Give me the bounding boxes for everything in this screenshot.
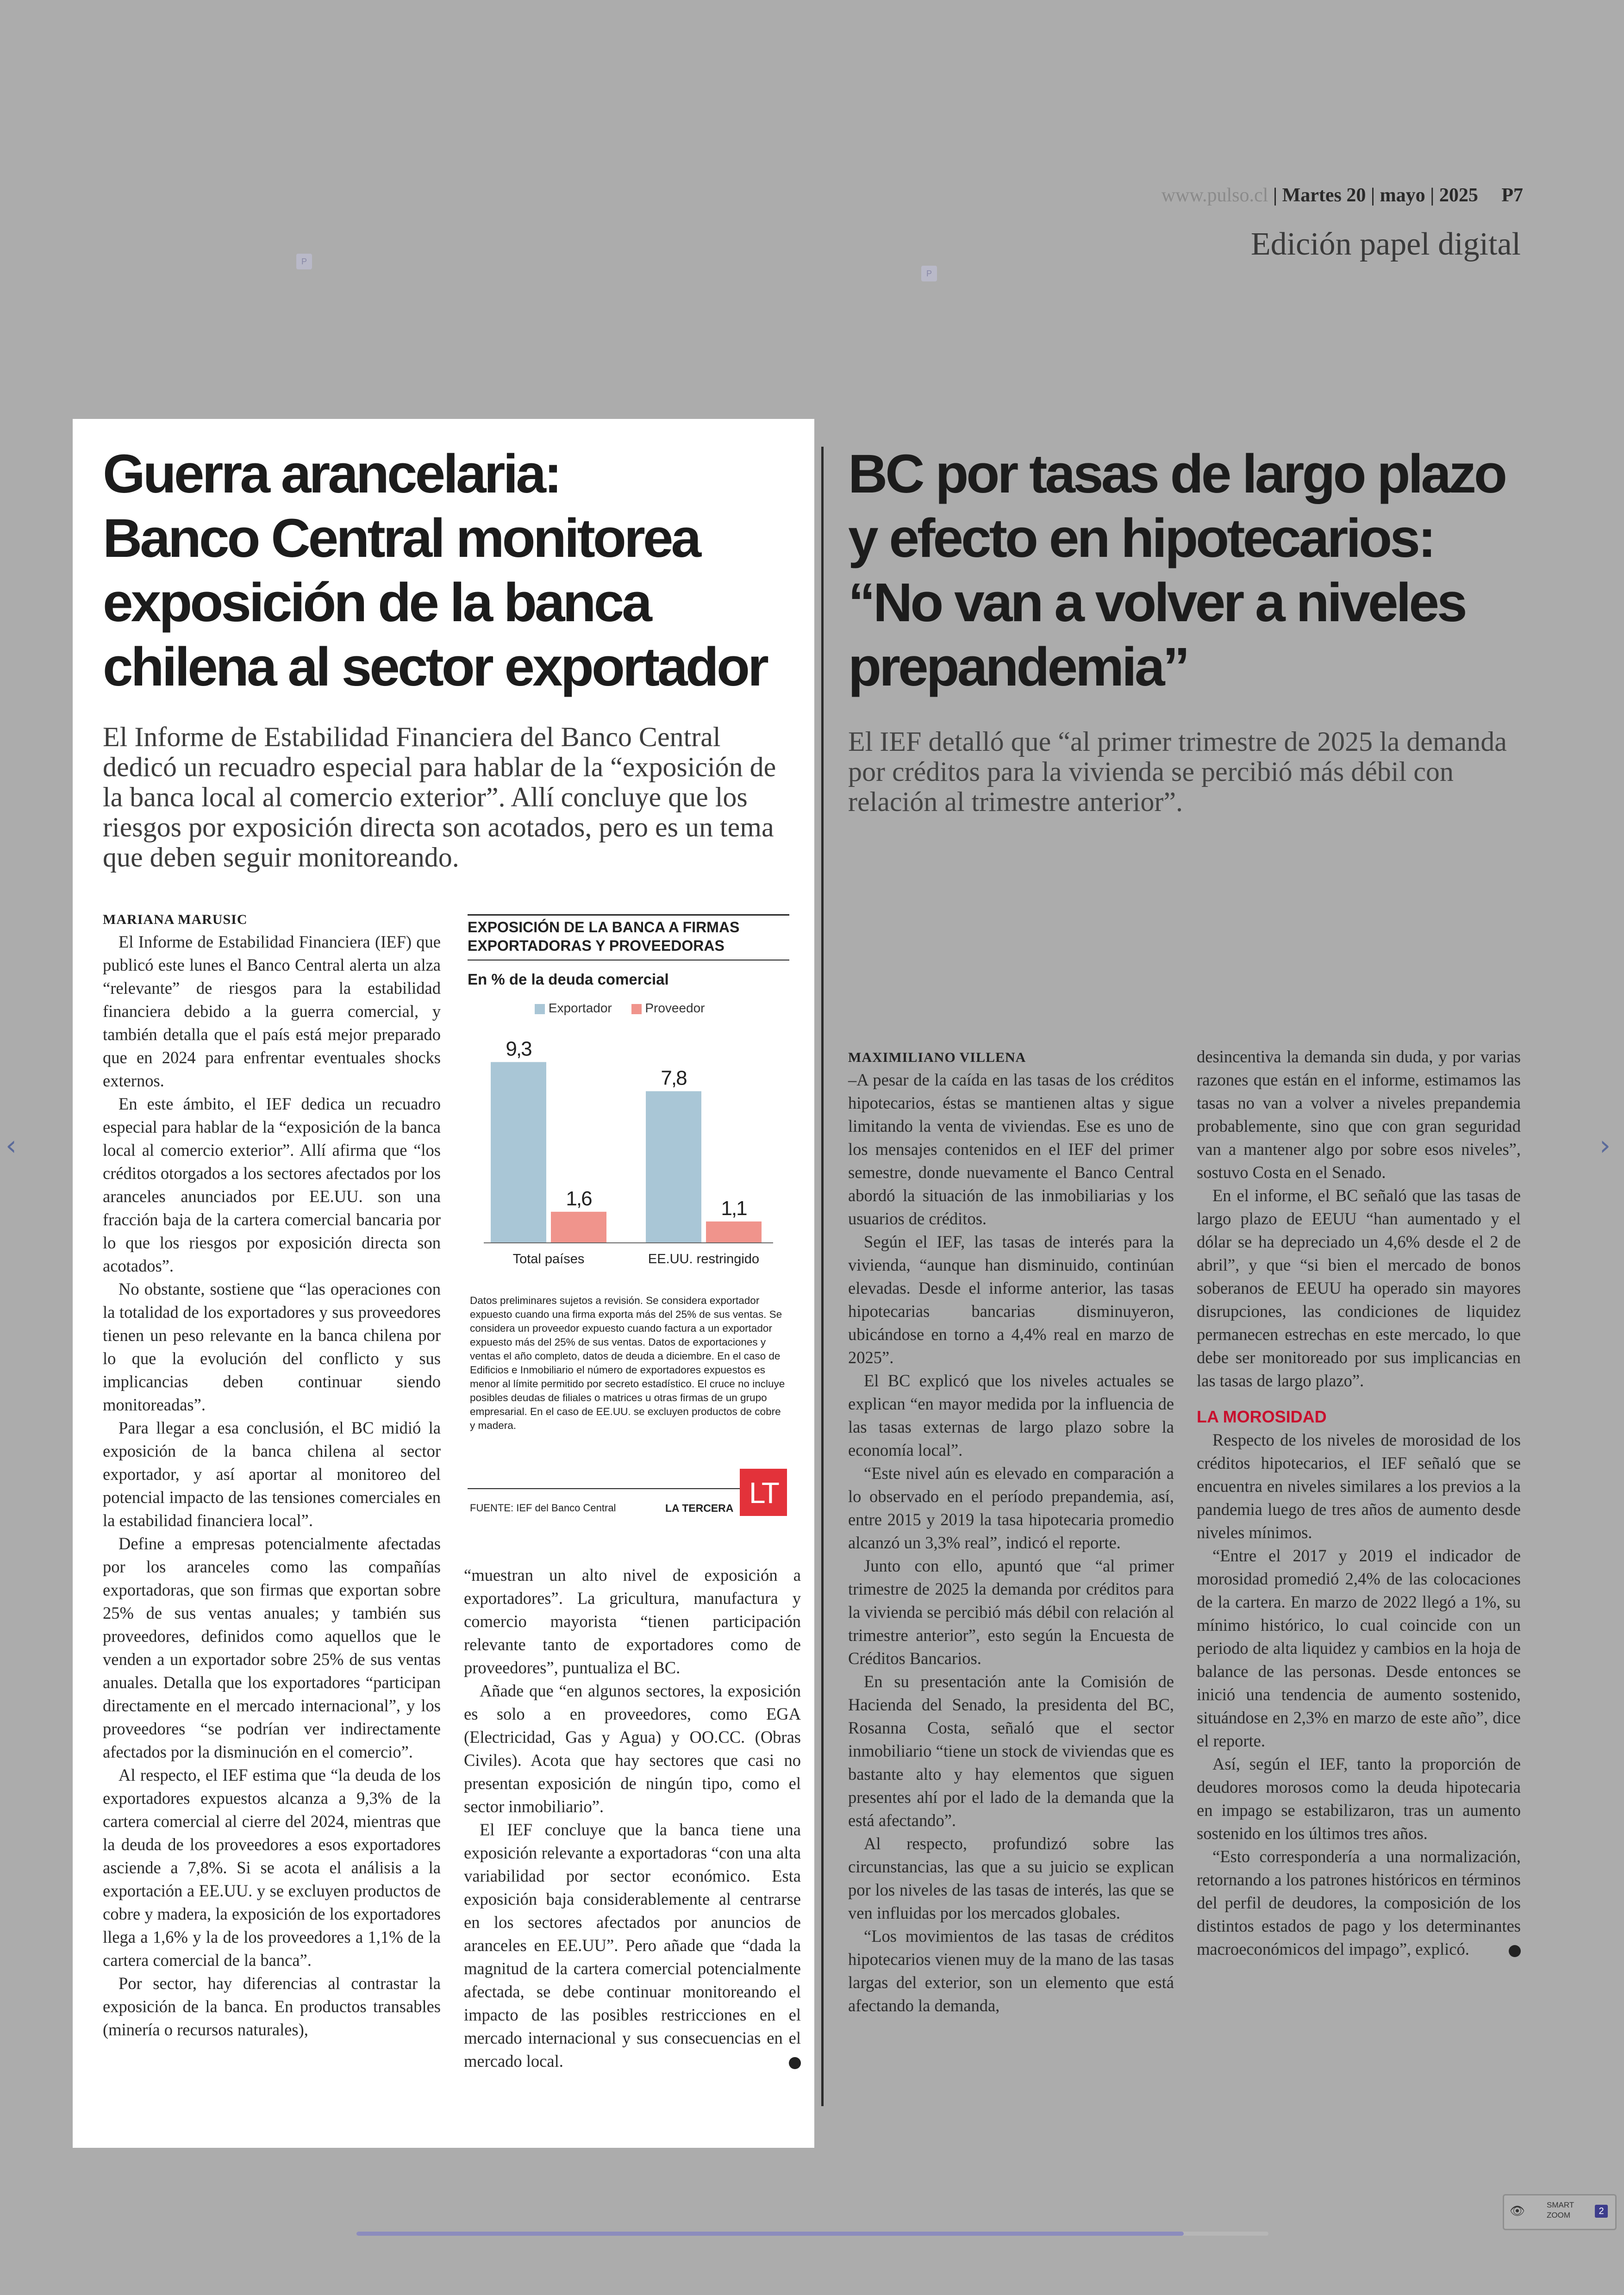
headline-line: “No van a volver a niveles <box>848 572 1465 633</box>
pin-icon[interactable]: P <box>296 254 312 269</box>
paragraph: El IEF concluye que la banca tiene una exposición relevante a exportadoras “con una alta variabilidad por sector económico. Esta exposición baja considerablemente al centrarse en los sectores afectados por anuncios de aranceles en EE.UU”. Pero añade que “dada la magnitud de la cartera comercial potencialmente afectada, se debe continuar monitoreando el impacto de las posibles restricciones en el mercado internacional y sus consecuencias en el mercado local. <box>464 1820 801 2070</box>
legend-swatch-proveedor <box>631 1004 642 1014</box>
smart-zoom-line-2: ZOOM <box>1547 2211 1570 2220</box>
bar-exportador-1 <box>646 1091 701 1243</box>
paragraph: Así, según el IEF, tanto la proporción de deudores morosos como la deuda hipotecaria en impago se estabilizaron, tras un aumento sostenido en los últimos tres años. <box>1197 1754 1521 1843</box>
headline-line: y efecto en hipotecarios: <box>848 508 1434 569</box>
paragraph: En su presentación ante la Comisión de Hacienda del Senado, la presidenta del BC, Rosanna Costa, señaló que el sector inmobiliario “tiene un stock de viviendas que es bastante alto y hay elementos que siguen presentes ahí por el lado de la demanda que la está afectando”. <box>848 1672 1174 1830</box>
chart-plot <box>465 1016 789 1273</box>
chart-source: FUENTE: IEF del Banco Central <box>470 1502 616 1514</box>
column-divider <box>821 447 824 2106</box>
bar-exportador-0 <box>491 1062 546 1243</box>
article-right-column-1 <box>848 1068 1174 2017</box>
bar-value-label: 1,1 <box>721 1197 747 1220</box>
paragraph: Define a empresas potencialmente afectadas por los aranceles como las compañías exportadoras, que son firmas que exportan sobre 25% de sus ventas anuales; y también sus proveedores, definidos como aquellos que le venden a un exportador sobre 25% de sus ventas anuales. Detalla que los exportadores “participan directamente en el mercado internacional”, y los proveedores “se podrían ver indirectamente afectados por la disminución en el comercio”. <box>103 1534 441 1761</box>
paragraph: Al respecto, el IEF estima que “la deuda de los exportadores expuestos alcanza a 9,3% de la cartera comercial al cierre del 2024, mientras que la deuda de los proveedores a esos exportadores asciende a 7,8%. Si se acota el análisis a la exportación a EE.UU. y se excluyen productos de cobre y madera, la exposición de los exportadores llega a 1,6% y la de los proveedores a 1,1% de la cartera comercial de la banca”. <box>103 1765 441 1970</box>
bar-value-label: 9,3 <box>506 1037 531 1060</box>
smart-zoom-button[interactable] <box>1503 2194 1617 2230</box>
end-mark-icon <box>789 2057 801 2069</box>
legend-label-exportador: Exportador <box>548 1001 612 1015</box>
paragraph: Según el IEF, las tasas de interés para la vivienda, “aunque han disminuido, continúan elevadas. Desde el informe anterior, las tasas hipotecarias bancarias disminuyeron, ubicándose en torno a 4,4% real en marzo de 2025”. <box>848 1232 1174 1367</box>
paragraph: “Este nivel aún es elevado en comparación a lo observado en el período prepandemia, así, entre 2015 y 2019 la tasa hipotecaria promedio alcanzó un 3,3% real”, indicó el reporte. <box>848 1464 1174 1552</box>
paragraph: En el informe, el BC señaló que las tasas de largo plazo de EEUU “han aumentado y el dólar se ha depreciado un 4,6% desde el 2 de abril”, y que “si bien el mercado de bonos soberanos de EEUU ha operado sin mayores disrupciones, las condiciones de liquidez permanecen estrechas en este mercado, lo que debe ser monitoreado por sus implicancias en las tasas de largo plazo”. <box>1197 1186 1521 1390</box>
paragraph: Respecto de los niveles de morosidad de los créditos hipotecarios, el IEF señaló que se encuentra en niveles similares a los previos a la pandemia luego de tres años de aumento desde niveles mínimos. <box>1197 1430 1521 1542</box>
legend-swatch-exportador <box>535 1004 545 1014</box>
page-number: P7 <box>1501 185 1523 206</box>
paragraph: Junto con ello, apuntó que “al primer trimestre de 2025 la demanda por créditos para la vivienda se percibió más débil con relación al trimestre anterior”, esto según la Encuesta de Créditos Bancarios. <box>848 1556 1174 1668</box>
chart-title: EXPOSICIÓN DE LA BANCA A FIRMAS EXPORTADORAS Y PROVEEDORAS <box>468 919 740 954</box>
headline-line: BC por tasas de largo plazo <box>848 443 1505 505</box>
paragraph: “Esto correspondería a una normalización, retornando a los patrones históricos en términos del perfil de deudores, la composición de los distintos estados de pago y los determinantes macroeconómicos del impago”, explicó. <box>1197 1847 1521 1958</box>
pin-icon[interactable]: P <box>921 266 937 281</box>
article-right-deck: El IEF detalló que “al primer trimestre de 2025 la demanda por créditos para la vivienda se percibió más débil con relación al trimestre anterior”. <box>848 726 1507 817</box>
eye-icon: 👁 <box>1510 2204 1525 2218</box>
paragraph: Para llegar a esa conclusión, el BC midió la exposición de la banca chilena al sector exportador, y así aportar al monitoreo del potencial impacto de las tensiones comerciales en la estabilidad financiera local”. <box>103 1418 441 1530</box>
paragraph: Al respecto, profundizó sobre las circunstancias, las que a su juicio se explican por los niveles de las tasas de interés, las que se ven influidas por los mercados globales. <box>848 1834 1174 1922</box>
paragraph: “Entre el 2017 y 2019 el indicador de morosidad promedió 2,4% de las colocaciones de la cartera. En marzo de 2022 llegó a 1%, su mínimo histórico, lo cual coincide con un periodo de alta liquidez y cambios en la hoja de balance de las personas. Desde entonces se inició una tendencia de aumento sostenido, situándose en 2,3% en marzo de este año”, dice el reporte. <box>1197 1546 1521 1750</box>
article-right-column-2 <box>1197 1045 1521 1961</box>
chart-legend <box>535 1001 705 1016</box>
headline-line: Guerra arancelaria: <box>103 443 560 505</box>
article-left-deck: El Informe de Estabilidad Financiera del Banco Central dedicó un recuadro especial para hablar de la “exposición de la banca local al comercio exterior”. Allí concluye que los riesgos por exposición directa son acotados, pero es un tema que deben seguir monitoreando. <box>103 722 776 873</box>
paragraph: desincentiva la demanda sin duda, y por varias razones que están en el informe, estimamos las tasas no van a volver a niveles prepandemia probablemente, sino que con gran seguridad van a mantener algo por sobre esos niveles”, sostuvo Costa en el Senado. <box>1197 1047 1521 1182</box>
category-label: Total países <box>512 1252 585 1266</box>
chevron-left-icon[interactable]: ‹ <box>6 1129 17 1162</box>
paragraph: El BC explicó que los niveles actuales se explican “en mayor medida por la influencia de las tasas externas de largo plazo sobre la economía local”. <box>848 1371 1174 1459</box>
chart-bottom-rule <box>468 1488 741 1489</box>
category-label: EE.UU. restringido <box>648 1252 760 1266</box>
article-left-headline <box>103 442 811 699</box>
paragraph: “Los movimientos de las tasas de créditos hipotecarios vienen muy de la mano de las tasas largas del exterior, son un elemento que está afectando la demanda, <box>848 1927 1174 2015</box>
paragraph: No obstante, sostiene que “las operaciones con la totalidad de los exportadores y sus proveedores tienen un peso relevante en la banca chilena por lo que la evolución del conflicto y sus implicancias deben continuar siendo monitoreadas”. <box>103 1279 441 1414</box>
exposure-chart <box>465 914 789 1525</box>
chart-top-rule <box>468 914 789 916</box>
la-tercera-logo: LT <box>740 1469 787 1516</box>
bar-value-label: 1,6 <box>566 1187 592 1210</box>
site-url[interactable]: www.pulso.cl <box>1161 185 1268 206</box>
masthead: www.pulso.cl | Martes 20 | mayo | 2025 P7 <box>1161 185 1523 206</box>
headline-line: exposición de la banca <box>103 572 650 633</box>
paragraph: En este ámbito, el IEF dedica un recuadro especial para hablar de la “exposición de la banca local al comercio exterior”. Allí afirma que “los créditos otorgados a los sectores afectados por los aranceles anunciados por EE.UU. son una fracción baja de la cartera comercial bancaria por lo que los riesgos por exposición directa son acotados”. <box>103 1094 441 1275</box>
zoom-badge: 2 <box>1595 2205 1608 2218</box>
bar-value-label: 7,8 <box>661 1066 687 1090</box>
legend-label-proveedor: Proveedor <box>645 1001 705 1015</box>
paragraph: Por sector, hay diferencias al contrastar la exposición de la banca. En productos transables (minería o recursos naturales), <box>103 1974 441 2039</box>
page-progress-fill <box>356 2232 1184 2236</box>
article-right-byline: MAXIMILIANO VILLENA <box>848 1050 1026 1065</box>
end-mark-icon <box>1509 1945 1521 1957</box>
issue-date: Martes 20 | mayo | 2025 <box>1282 185 1478 206</box>
chevron-right-icon[interactable]: › <box>1599 1129 1611 1162</box>
chart-brand: LA TERCERA <box>665 1502 734 1514</box>
paragraph: Añade que “en algunos sectores, la exposición es solo a en proveedores, como EGA (Electricidad, Gas y Agua) y OO.CC. (Obras Civiles). Acota que hay sectores que casi no presentan exposición de ningún tipo, como el sector inmobiliario”. <box>464 1681 801 1816</box>
article-left-column-2 <box>464 1564 801 2073</box>
headline-line: chilena al sector exportador <box>103 636 767 698</box>
bar-proveedor-1 <box>706 1222 762 1243</box>
paragraph: “muestran un alto nivel de exposición a exportadores”. La gricultura, manufactura y comercio mayorista “tienen participación relevante tanto de exportadores como de proveedores”, puntualiza el BC. <box>464 1565 801 1677</box>
paragraph: El Informe de Estabilidad Financiera (IEF) que publicó este lunes el Banco Central alerta un alza “relevante” de riesgos para la estabilidad financiera debido a la guerra comercial, y también detalla que el país está mejor preparado que en 2024 para enfrentar eventuales shocks externos. <box>103 932 441 1090</box>
headline-line: Banco Central monitorea <box>103 508 700 569</box>
smart-zoom-line-1: SMART <box>1547 2201 1574 2209</box>
article-left-column-1 <box>103 930 441 2041</box>
article-right-headline <box>848 442 1607 699</box>
edition-label: Edición papel digital <box>1250 226 1521 262</box>
smart-zoom-label <box>1547 2200 1574 2220</box>
bar-proveedor-0 <box>551 1212 606 1243</box>
subhead-morosidad: LA MOROSIDAD <box>1197 1407 1327 1426</box>
article-left-byline: MARIANA MARUSIC <box>103 912 248 927</box>
headline-line: prepandemia” <box>848 636 1188 698</box>
chart-subtitle: En % de la deuda comercial <box>468 971 669 988</box>
chart-note: Datos preliminares sujetos a revisión. Se considera exportador expuesto cuando una firma exporta más del 25% de sus ventas. Se considera un proveedor expuesto cuando factura a un exportador expuesto más del 25% de sus ventas. Datos de exportaciones y ventas el año completo, datos de deuda a diciembre. En el caso de Edificios e Inmobiliario el número de exportadores expuestos es menor al límite permitido por secreto estadístico. El cruce no incluye posibles deudas de filiales o matrices u otras firmas de un grupo empresarial. En el caso de EE.UU. se excluyen productos de cobre y madera. <box>470 1295 785 1431</box>
paragraph: –A pesar de la caída en las tasas de los créditos hipotecarios, éstas se mantienen altas y sigue limitando la venta de viviendas. Ese es uno de los mensajes contenidos en el IEF del primer semestre, donde nuevamente el Banco Central abordó la situación de las inmobiliarias y los usuarios de créditos. <box>848 1070 1174 1228</box>
